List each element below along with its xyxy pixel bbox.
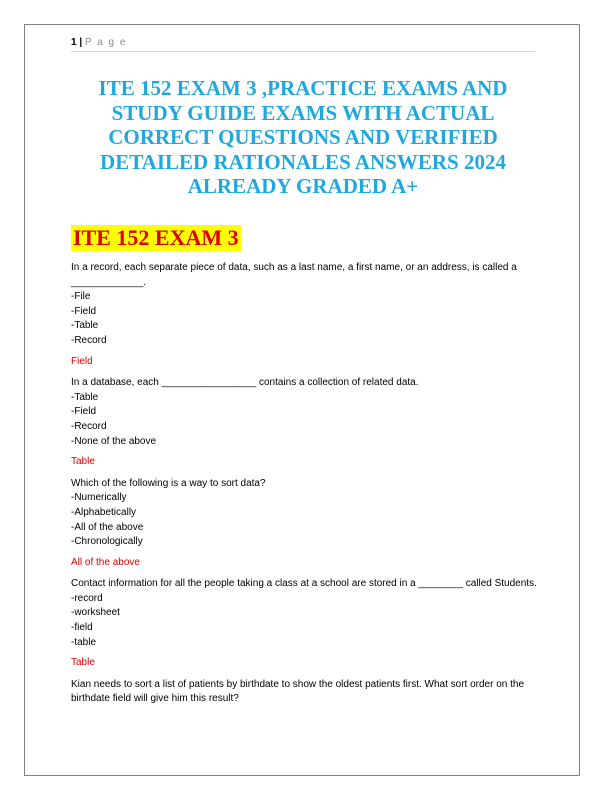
answer-option: -None of the above [71, 435, 157, 447]
answer-option: -table [71, 636, 97, 648]
question-text: In a record, each separate piece of data, such as a last name, a first name, or an address, is called a _____________. [71, 262, 517, 288]
answer-option: -Field [71, 406, 97, 418]
page-separator: | [79, 37, 83, 48]
correct-answer: Table [71, 456, 95, 468]
correct-answer: Table [71, 657, 95, 669]
question-text: Contact information for all the people taking a class at a school are stored in a ________ called Students. [71, 578, 537, 590]
question-text: Which of the following is a way to sort data? [71, 477, 266, 489]
answer-option: -Numerically [71, 492, 127, 504]
answer-option: -Record [71, 334, 107, 346]
answer-option: -Field [71, 305, 97, 317]
question-block [71, 477, 541, 571]
answer-option: -Alphabetically [71, 506, 137, 518]
page-number: 1 [71, 37, 77, 48]
page-label: P a g e [84, 37, 127, 48]
answer-option: -Chronologically [71, 536, 143, 548]
question-list [71, 261, 541, 707]
answer-option: -All of the above [71, 521, 144, 533]
question-block [71, 678, 541, 707]
question-block [71, 577, 541, 671]
answer-option: -Table [71, 391, 99, 403]
question-text: In a database, each _________________ contains a collection of related data. [71, 377, 419, 389]
answer-option: -Table [71, 320, 99, 332]
answer-option: -field [71, 622, 93, 634]
question-block [71, 261, 541, 369]
correct-answer: Field [71, 355, 93, 367]
correct-answer: All of the above [71, 556, 140, 568]
answer-option: -Record [71, 420, 107, 432]
answer-option: -worksheet [71, 607, 120, 619]
answer-option: -File [71, 291, 91, 303]
page-header [71, 37, 535, 52]
question-text: Kian needs to sort a list of patients by birthdate to show the oldest patients first. What sort order on the birthdate field will give him this result? [71, 678, 525, 705]
answer-option: -record [71, 592, 103, 604]
question-block [71, 376, 541, 470]
document-title: ITE 152 EXAM 3 ,PRACTICE EXAMS AND STUDY GUIDE EXAMS WITH ACTUAL CORRECT QUESTIONS AND VERIFIED DETAILED RATIONALES ANSWERS 2024 ALREADY GRADED A+ [98, 76, 508, 198]
section-heading: ITE 152 EXAM 3 [73, 225, 239, 250]
